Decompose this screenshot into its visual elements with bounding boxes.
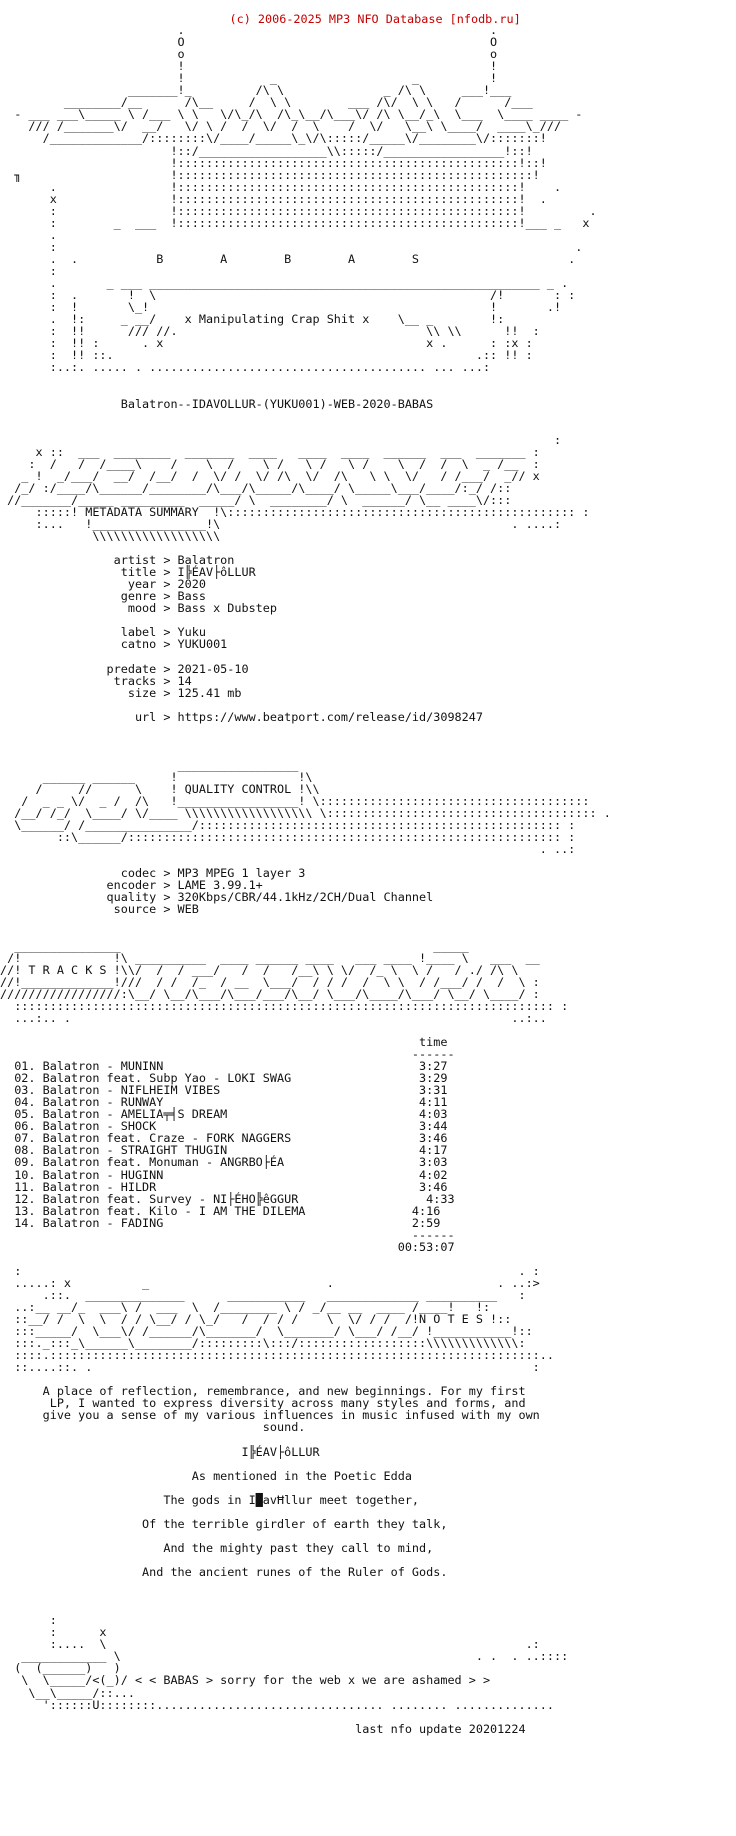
nfo-line: size > 125.41 mb — [0, 685, 242, 700]
nfo-line: .::. ______________ ___________ _____________ __________ : — [0, 1287, 526, 1302]
nfo-line: 03. Balatron - NIFLHEIM VIBES 3:31 — [0, 1083, 448, 1098]
nfo-line: - ___ ___\_____ \ /___ \ \ \/\_/\ /\_\__/\___\/ /\ \__/_\ \___ \____ ____ - — [0, 107, 583, 122]
nfo-line: 14. Balatron - FADING 2:59 — [0, 1215, 441, 1230]
nfo-line: . !: _ __/ x Manipulating Crap Shit x \__ _ !: — [0, 312, 505, 327]
nfo-line: :..:. ..... . ....................................... ... ...: — [0, 360, 491, 375]
nfo-line: ::....::. . : — [0, 1360, 540, 1375]
nfo-line: :.... \ .: — [0, 1637, 540, 1652]
nfo-line: And the ancient runes of the Ruler of Gods. — [0, 1565, 448, 1580]
nfo-line: !::::::::::::::::::::::::::::::::::::::::::::::::!::! — [0, 155, 547, 170]
nfo-line: /_/ :/____/\______/________/\___/\_____/\____/ \_____\___/____/:_/ /:: — [0, 480, 519, 495]
nfo-line: A place of reflection, remembrance, and new beginnings. For my first — [0, 1384, 526, 1399]
nfo-line: x :: ___ ________ _______ ____ ____ ____ ______ ___ _______ : — [0, 444, 540, 459]
nfo-line: catno > YUKU001 — [0, 637, 228, 652]
nfo-line: LP, I wanted to express diversity across many styles and forms, and — [0, 1396, 526, 1411]
nfo-line: :::_____/ \___\/ /______/\_______/ \_______/ \___/ /__/ !___________!:: — [0, 1324, 533, 1339]
nfo-line: _______!_ /\ \ _ /\ \ ___!___ — [0, 83, 512, 98]
nfo-line: \__\_____/::... — [0, 1685, 135, 1700]
nfo-line: ------ — [0, 1047, 455, 1062]
nfo-line: mood > Bass x Dubstep — [0, 601, 277, 616]
nfo-line: : . : — [0, 1263, 540, 1278]
nfo-line: 13. Balatron feat. Kilo - I AM THE DILEMA 4:16 — [0, 1203, 441, 1218]
nfo-line: As mentioned in the Poetic Edda — [0, 1468, 412, 1483]
nfo-line: : !! : . x x . : :x : — [0, 336, 533, 351]
nfo-line: encoder > LAME 3.99.1+ — [0, 878, 263, 893]
nfo-line: :::._:::_\______\________/:::::::::\:::/::::::::::::::::::\\\\\\\\\\\\\: — [0, 1336, 526, 1351]
nfo-line: .....: x _ . . ..:> — [0, 1275, 540, 1290]
nfo-line: Of the terrible girdler of earth they talk, — [0, 1516, 448, 1531]
nfo-line: give you a sense of my various influences in music infused with my own — [0, 1408, 540, 1423]
nfo-line: ______ ______ ! !\ — [0, 769, 313, 784]
nfo-line: : . — [0, 239, 583, 254]
nfo-line: ( (______) ) — [0, 1661, 121, 1676]
nfo-line: '::::::U::::::::................................ ........ .............. — [0, 1697, 554, 1712]
nfo-line: label > Yuku — [0, 625, 206, 640]
nfo-line: codec > MP3 MPEG 1 layer 3 — [0, 866, 306, 881]
nfo-line: _________________ — [0, 757, 299, 772]
nfo-line: : — [0, 432, 562, 447]
nfo-line: : — [0, 263, 590, 278]
nfo-line: ____________ \ . . . ..:::: — [0, 1649, 569, 1664]
nfo-line: : — [0, 1613, 57, 1628]
nfo-line: ::::.:::::::::::::::::::::::::::::::::::::::::::::::::::::::::::::::::::::.. — [0, 1348, 554, 1363]
nfo-line: //!_____________!/// / / /_ / __ \___/ / / / / \ \ / /___/ / / \ : — [0, 974, 540, 989]
nfo-line: last nfo update 20201224 — [0, 1721, 526, 1736]
nfo-line: / _ _ \/ _ / /\ !_________________! \:::::::::::::::::::::::::::::::::::::: — [0, 794, 590, 809]
nfo-line: ::__/ / \ \ / / \__/ / \_/ / / / / \ \/ / / /!N O T E S !:: — [0, 1312, 512, 1327]
nfo-line: . . B A B A S . — [0, 251, 576, 266]
nfo-line: artist > Balatron — [0, 553, 235, 568]
nfo-line: title > I╠ÉAV├ôLLUR — [0, 565, 256, 580]
nfo-line: _______________ _____ — [0, 938, 469, 953]
nfo-line: : ! \_! ! .! — [0, 300, 576, 315]
nfo-line: ::\______/::::::::::::::::::::::::::::::::::::::::::::::::::::::::::::: : — [0, 830, 576, 845]
nfo-line: : !::::::::::::::::::::::::::::::::::::::::::::::::! . — [0, 203, 597, 218]
nfo-line: :... !________________!\ . ....: — [0, 516, 562, 531]
nfo-line: quality > 320Kbps/CBR/44.1kHz/2CH/Dual Channel — [0, 890, 434, 905]
nfo-line: genre > Bass — [0, 589, 206, 604]
nfo-line: 10. Balatron - HUGINN 4:02 — [0, 1167, 448, 1182]
header-link[interactable]: (c) 2006-2025 MP3 NFO Database [nfodb.ru] — [229, 12, 521, 26]
nfo-line: / // \ ! QUALITY CONTROL !\\ — [0, 782, 320, 796]
nfo-line: predate > 2021-05-10 — [0, 661, 249, 676]
nfo-line: :::::::::::::::::::::::::::::::::::::::::::::::::::::::::::::::::::::::::::: : — [0, 998, 569, 1013]
nfo-line: : !! ::. .:: !! : — [0, 348, 533, 363]
nfo-line: year > 2020 — [0, 577, 206, 592]
nfo-line: ------ — [0, 1227, 455, 1242]
nfo-line: source > WEB — [0, 902, 199, 917]
nfo-line: o o — [0, 47, 498, 62]
nfo-line: url > https://www.beatport.com/release/id/3098247 — [0, 709, 483, 724]
nfo-line: \______/ /_______________/::::::::::::::::::::::::::::::::::::::::::::::::::: : — [0, 818, 576, 833]
nfo-line: 05. Balatron - AMELIA╤╡S DREAM 4:03 — [0, 1107, 448, 1122]
nfo-line: I╠ÉAV├ôLLUR — [0, 1444, 320, 1459]
nfo-line: //_______/_____ _________ _____/ \ ________/ \ ______/ \__ ____\/::: — [0, 492, 512, 507]
nfo-line: 04. Balatron - RUNWAY 4:11 — [0, 1095, 448, 1110]
nfo-line: 06. Balatron - SHOCK 3:44 — [0, 1119, 448, 1134]
nfo-line: //! T R A C K S !\\/ / / ___/ / / /__\ \ \/ /_ \ \ / / ./ /\ \ — [0, 962, 519, 977]
nfo-line: ╖ !::::::::::::::::::::::::::::::::::::::::::::::::::! — [0, 167, 540, 182]
nfo-line: Balatron--IDAVOLLUR-(YUKU001)-WEB-2020-BABAS — [0, 396, 434, 411]
nfo-line: \ \_____/<(_)/ < < BABAS > sorry for the web x we are ashamed > > — [0, 1673, 491, 1688]
nfo-line: O O — [0, 35, 498, 50]
nfo-line: 12. Balatron feat. Survey - NI├ÉHO╠êGGUR 4:33 — [0, 1191, 455, 1206]
nfo-line: . ..: — [0, 842, 576, 857]
nfo-line: ! ! — [0, 59, 498, 74]
nfo-line: tracks > 14 — [0, 673, 192, 688]
nfo-line: : / / /____\ / \ / \ / \ / \ / \ / / \ _ /__ : — [0, 456, 540, 471]
nfo-line: /// /_______\/ __/ \/ \ / / \/ / \ / \/ \__\ \____/ ____\_/// — [0, 119, 569, 134]
nfo-line: . _ ___ _______________________________________________________ _ . — [0, 276, 569, 291]
nfo-line: ...:.. . ..:.. — [0, 1010, 547, 1025]
nfo-line: 01. Balatron - MUNINN 3:27 — [0, 1059, 448, 1074]
nfo-line: /__/ /_/ \____/ \/____ \\\\\\\\\\\\\\\\\\ \:::::::::::::::::::::::::::::::::::::: . — [0, 806, 611, 821]
nfo-line: : _ ___ !::::::::::::::::::::::::::::::::::::::::::::::::!___ _ x — [0, 215, 590, 230]
nfo-line: :::::! METADATA SUMMARY !\::::::::::::::::::::::::::::::::::::::::::::::::: : — [0, 504, 590, 519]
nfo-line: /! !\ __________ ____ ______ ____ ___ ____ !____ \ ___ __ — [0, 950, 540, 965]
nfo-line: . !::::::::::::::::::::::::::::::::::::::::::::::::! . — [0, 179, 562, 194]
nfo-line: ..:__ __/_ ___\ / ___ \ /________ \ / _/__ __ ____ /____! !: — [0, 1300, 491, 1315]
nfo-line: time — [0, 1034, 448, 1049]
nfo-ascii-content — [0, 12, 611, 1735]
nfo-line: 00:53:07 — [0, 1239, 455, 1254]
nfo-line: \\\\\\\\\\\\\\\\\\ — [0, 529, 221, 544]
nfo-line: x !::::::::::::::::::::::::::::::::::::::::::::::::! . — [0, 191, 547, 206]
nfo-line: 07. Balatron feat. Craze - FORK NAGGERS 3:46 — [0, 1131, 448, 1146]
nfo-line: sound. — [0, 1420, 306, 1435]
nfo-line: 08. Balatron - STRAIGHT THUGIN 4:17 — [0, 1143, 448, 1158]
nfo-line: . . — [0, 23, 498, 38]
nfo-line: ! _ _ ! — [0, 71, 498, 86]
nfo-line: 02. Balatron feat. Subp Yao - LOKI SWAG 3:29 — [0, 1071, 448, 1086]
nfo-line: ________/__ /\__ / \ \ ___ /\/ \ \ / /___ — [0, 95, 533, 110]
nfo-line: And the mighty past they call to mind, — [0, 1540, 434, 1555]
nfo-line: The gods in I█avĦllur meet together, — [0, 1492, 420, 1507]
nfo-line: : x — [0, 1625, 107, 1640]
nfo-line: /////////////////:\__/ \__/\___/\___/___/\__/ \___/\____/\___/ \__/ \____/ : — [0, 986, 540, 1001]
nfo-line: 11. Balatron - HILDR 3:46 — [0, 1179, 448, 1194]
nfo-line: !::/__________________\\:::::/_________________!::! — [0, 143, 533, 158]
nfo-line: . — [0, 227, 583, 242]
nfo-line: : !! /// //. \\ \\ !! : — [0, 324, 540, 339]
nfo-line: 09. Balatron feat. Monuman - ANGRBO├ÉA 3:03 — [0, 1155, 448, 1170]
nfo-line: : . ! \ /! : : — [0, 288, 576, 303]
nfo-line: /_____________/::::::::\/____/_____\_\/\:::::/_____\/________\/:::::::! — [0, 131, 547, 146]
nfo-line: _ ! _/___/ __/ /__/ / \/ / \/ /\ \/ /\ \ \ \/ / /___/ _// x — [0, 468, 540, 483]
